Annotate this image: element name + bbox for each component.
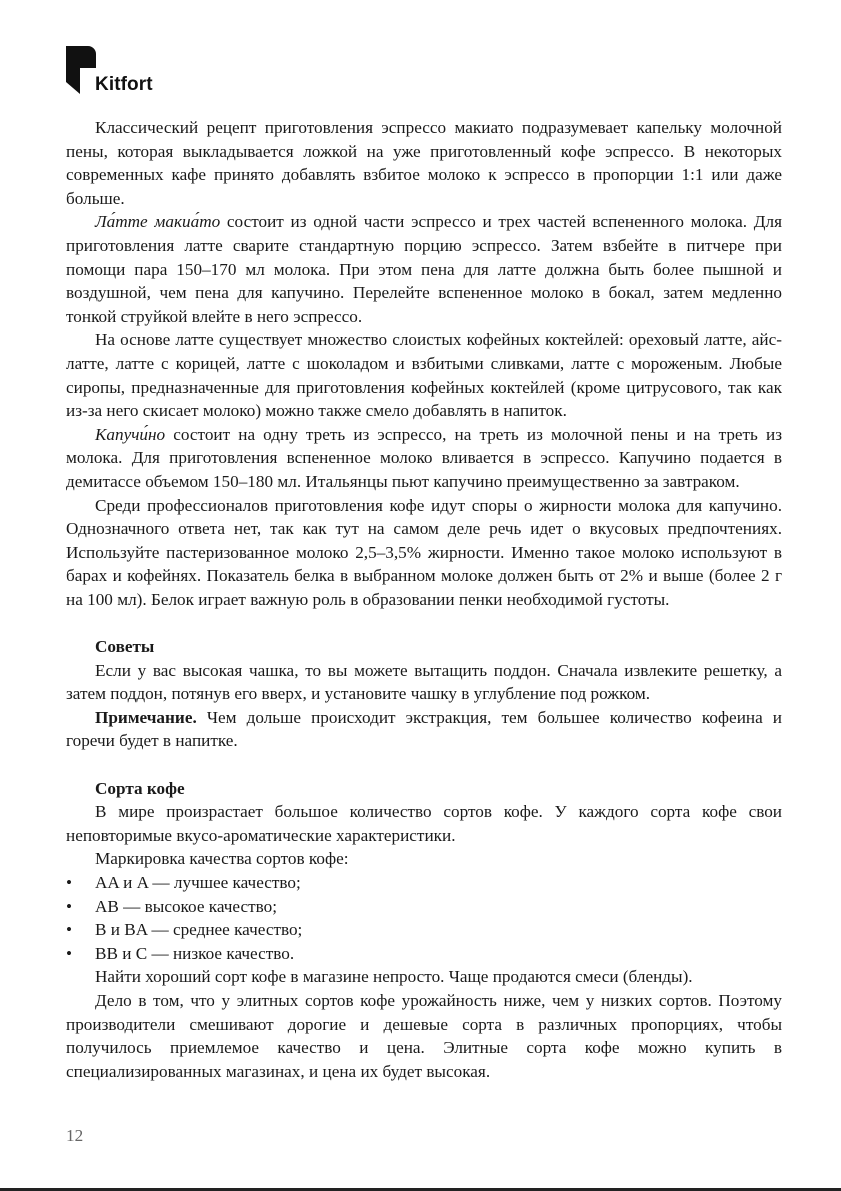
paragraph-cappuccino-text: состоит на одну треть из эспрессо, на треть из молочной пены и на треть из молока. Для приготовления вспененное молоко вливается в эспрессо. Капучино подается в демитассе объемом 150–180 мл. Итальянцы пьют капучино преимущественно за завтраком.: [66, 424, 782, 491]
bullet-icon: •: [66, 896, 73, 916]
heading-tips: Советы: [95, 637, 155, 657]
paragraph-note: [66, 706, 782, 753]
brand-name: Kitfort: [95, 74, 153, 95]
main-text: [66, 116, 782, 1083]
kitfort-logo-icon: [66, 46, 96, 94]
brand-logo: [66, 46, 186, 100]
paragraph-blends: Найти хороший сорт кофе в магазине непросто. Чаще продаются смеси (бленды).: [95, 967, 693, 987]
term-latte: Ла́тте макиа́то: [95, 212, 221, 232]
list-item: • BB и C — низкое качество.: [66, 942, 782, 966]
paragraph-latte-text: состоит из одной части эспрессо и трех частей вспененного молока. Для приготовления латте сварите стандартную порцию эспрессо. Затем взбейте в питчере при помощи пара 150–170 мл молока. При этом пена для латте должна быть более пышной и воздушной, чем пена для капучино. Перелейте вспененное молоко в бокал, затем медленно тонкой струйкой влейте в него эспрессо.: [66, 212, 782, 326]
paragraph-marking-intro: Маркировка качества сортов кофе:: [95, 849, 349, 869]
note-label: Примечание.: [95, 707, 197, 727]
term-cappuccino: Капучи́но: [95, 424, 166, 444]
paragraph-macchiato: Классический рецепт приготовления эспрессо макиато подразумевает капельку молочной пены, которая выкладывается ложкой на уже приготовленный кофе эспрессо. В некоторых современных кафе принято добавлять взбитое молоко к эспрессо в пропорции 1:1 или даже больше.: [66, 118, 782, 208]
paragraph-cappuccino: [66, 423, 782, 494]
list-item: • B и BA — среднее качество;: [66, 918, 782, 942]
note-text: Чем дольше происходит экстракция, тем большее количество кофеина и горечи будет в напитке.: [66, 707, 782, 751]
list-item: • AA и A — лучшее качество;: [66, 871, 782, 895]
paragraph-latte: [66, 210, 782, 328]
paragraph-tips: Если у вас высокая чашка, то вы можете вытащить поддон. Сначала извлеките решетку, а затем поддон, потянув его вверх, и установите чашку в углубление под рожком.: [66, 660, 782, 704]
page-number: 12: [66, 1126, 84, 1145]
list-item: • AB — высокое качество;: [66, 895, 782, 919]
bullet-icon: •: [66, 873, 73, 892]
bullet-icon: •: [66, 943, 73, 963]
paragraph-varieties-intro: В мире произрастает большое количество сортов кофе. У каждого сорта кофе свои неповторимые вкусо-ароматические характеристики.: [66, 802, 782, 845]
bullet-icon: •: [66, 920, 73, 940]
heading-coffee-varieties: Сорта кофе: [95, 778, 185, 798]
paragraph-milk-fat: Среди профессионалов приготовления кофе идут споры о жирности молока для капучино. Однозначного ответа нет, так как тут на самом деле речь идет о вкусовых предпочтениях. Используйте пастеризованное молоко 2,5–3,5% жирности. Именно такое молоко используют в барах и кофейнях. Показатель белка в выбранном молоке должен быть от 2% и выше (более 2 г на 100 мл). Белок играет важную роль в образовании пенки необходимой густоты.: [66, 495, 782, 609]
quality-list: [66, 871, 782, 965]
paragraph-latte-cocktails: На основе латте существует множество слоистых кофейных коктейлей: ореховый латте, айс-латте, латте с корицей, латте с шоколадом и взбитыми сливками, латте с мороженым. Любые сиропы, предназначенные для приготовления кофейных коктейлей (кроме цитрусового, так как из-за него скисает молоко) можно также смело добавлять в напиток.: [66, 330, 782, 421]
paragraph-elite-varieties: Дело в том, что у элитных сортов кофе урожайность ниже, чем у низких сортов. Поэтому производители смешивают дорогие и дешевые сорта в различных пропорциях, чтобы получилось приемлемое качество и цена. Элитные сорта кофе можно купить в специализированных магазинах, и цена их будет высокая.: [66, 990, 782, 1081]
